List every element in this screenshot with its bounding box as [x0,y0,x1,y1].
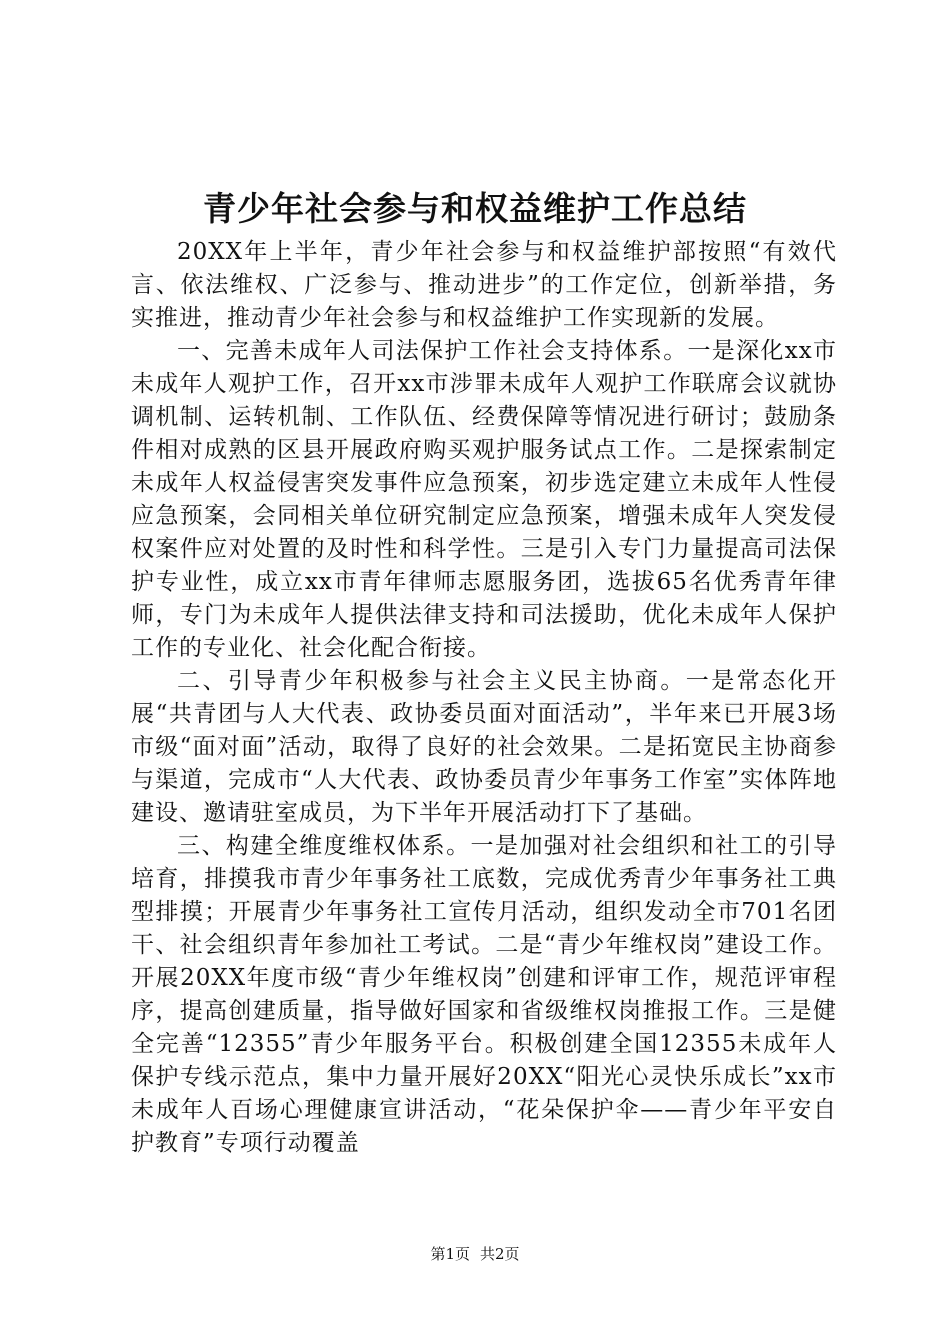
page-footer [0,1244,950,1264]
paragraph-intro: 20XX年上半年，青少年社会参与和权益维护部按照“有效代言、依法维权、广泛参与、推动进步”的工作定位，创新举措，务实推进，推动青少年社会参与和权益维护工作实现新的发展。 [131,239,837,331]
paragraph-section-3: 三、构建全维度维权体系。一是加强对社会组织和社工的引导培育，排摸我市青少年事务社工底数，完成优秀青少年事务社工典型排摸；开展青少年事务社工宣传月活动，组织发动全市701名团干、社会组织青年参加社工考试。二是“青少年维权岗”建设工作。开展20XX年度市级“青少年维权岗”创建和评审工作，规范评审程序，提高创建质量，指导做好国家和省级维权岗推报工作。三是健全完善“12355”青少年服务平台。积极创建全国12355未成年人保护专线示范点，集中力量开展好20XX“阳光心灵快乐成长”xx市未成年人百场心理健康宣讲活动，“花朵保护伞——青少年平安自护教育”专项行动覆盖 [131,833,837,1156]
document-body [131,236,837,1160]
document-title: 青少年社会参与和权益维护工作总结 [203,189,747,228]
page-number: 第1页 [430,1245,470,1263]
paragraph-section-2: 二、引导青少年积极参与社会主义民主协商。一是常态化开展“共青团与人大代表、政协委员面对面活动”，半年来已开展3场市级“面对面”活动，取得了良好的社会效果。二是拓宽民主协商参与渠道，完成市“人大代表、政协委员青少年事务工作室”实体阵地建设、邀请驻室成员，为下半年开展活动打下了基础。 [131,668,837,826]
page-total: 共2页 [480,1245,520,1263]
paragraph-section-1: 一、完善未成年人司法保护工作社会支持体系。一是深化xx市未成年人观护工作，召开xx市涉罪未成年人观护工作联席会议就协调机制、运转机制、工作队伍、经费保障等情况进行研讨；鼓励条件相对成熟的区县开展政府购买观护服务试点工作。二是探索制定未成年人权益侵害突发事件应急预案，初步选定建立未成年人性侵应急预案，会同相关单位研究制定应急预案，增强未成年人突发侵权案件应对处置的及时性和科学性。三是引入专门力量提高司法保护专业性，成立xx市青年律师志愿服务团，选拔65名优秀青年律师，专门为未成年人提供法律支持和司法援助，优化未成年人保护工作的专业化、社会化配合衔接。 [131,338,837,661]
